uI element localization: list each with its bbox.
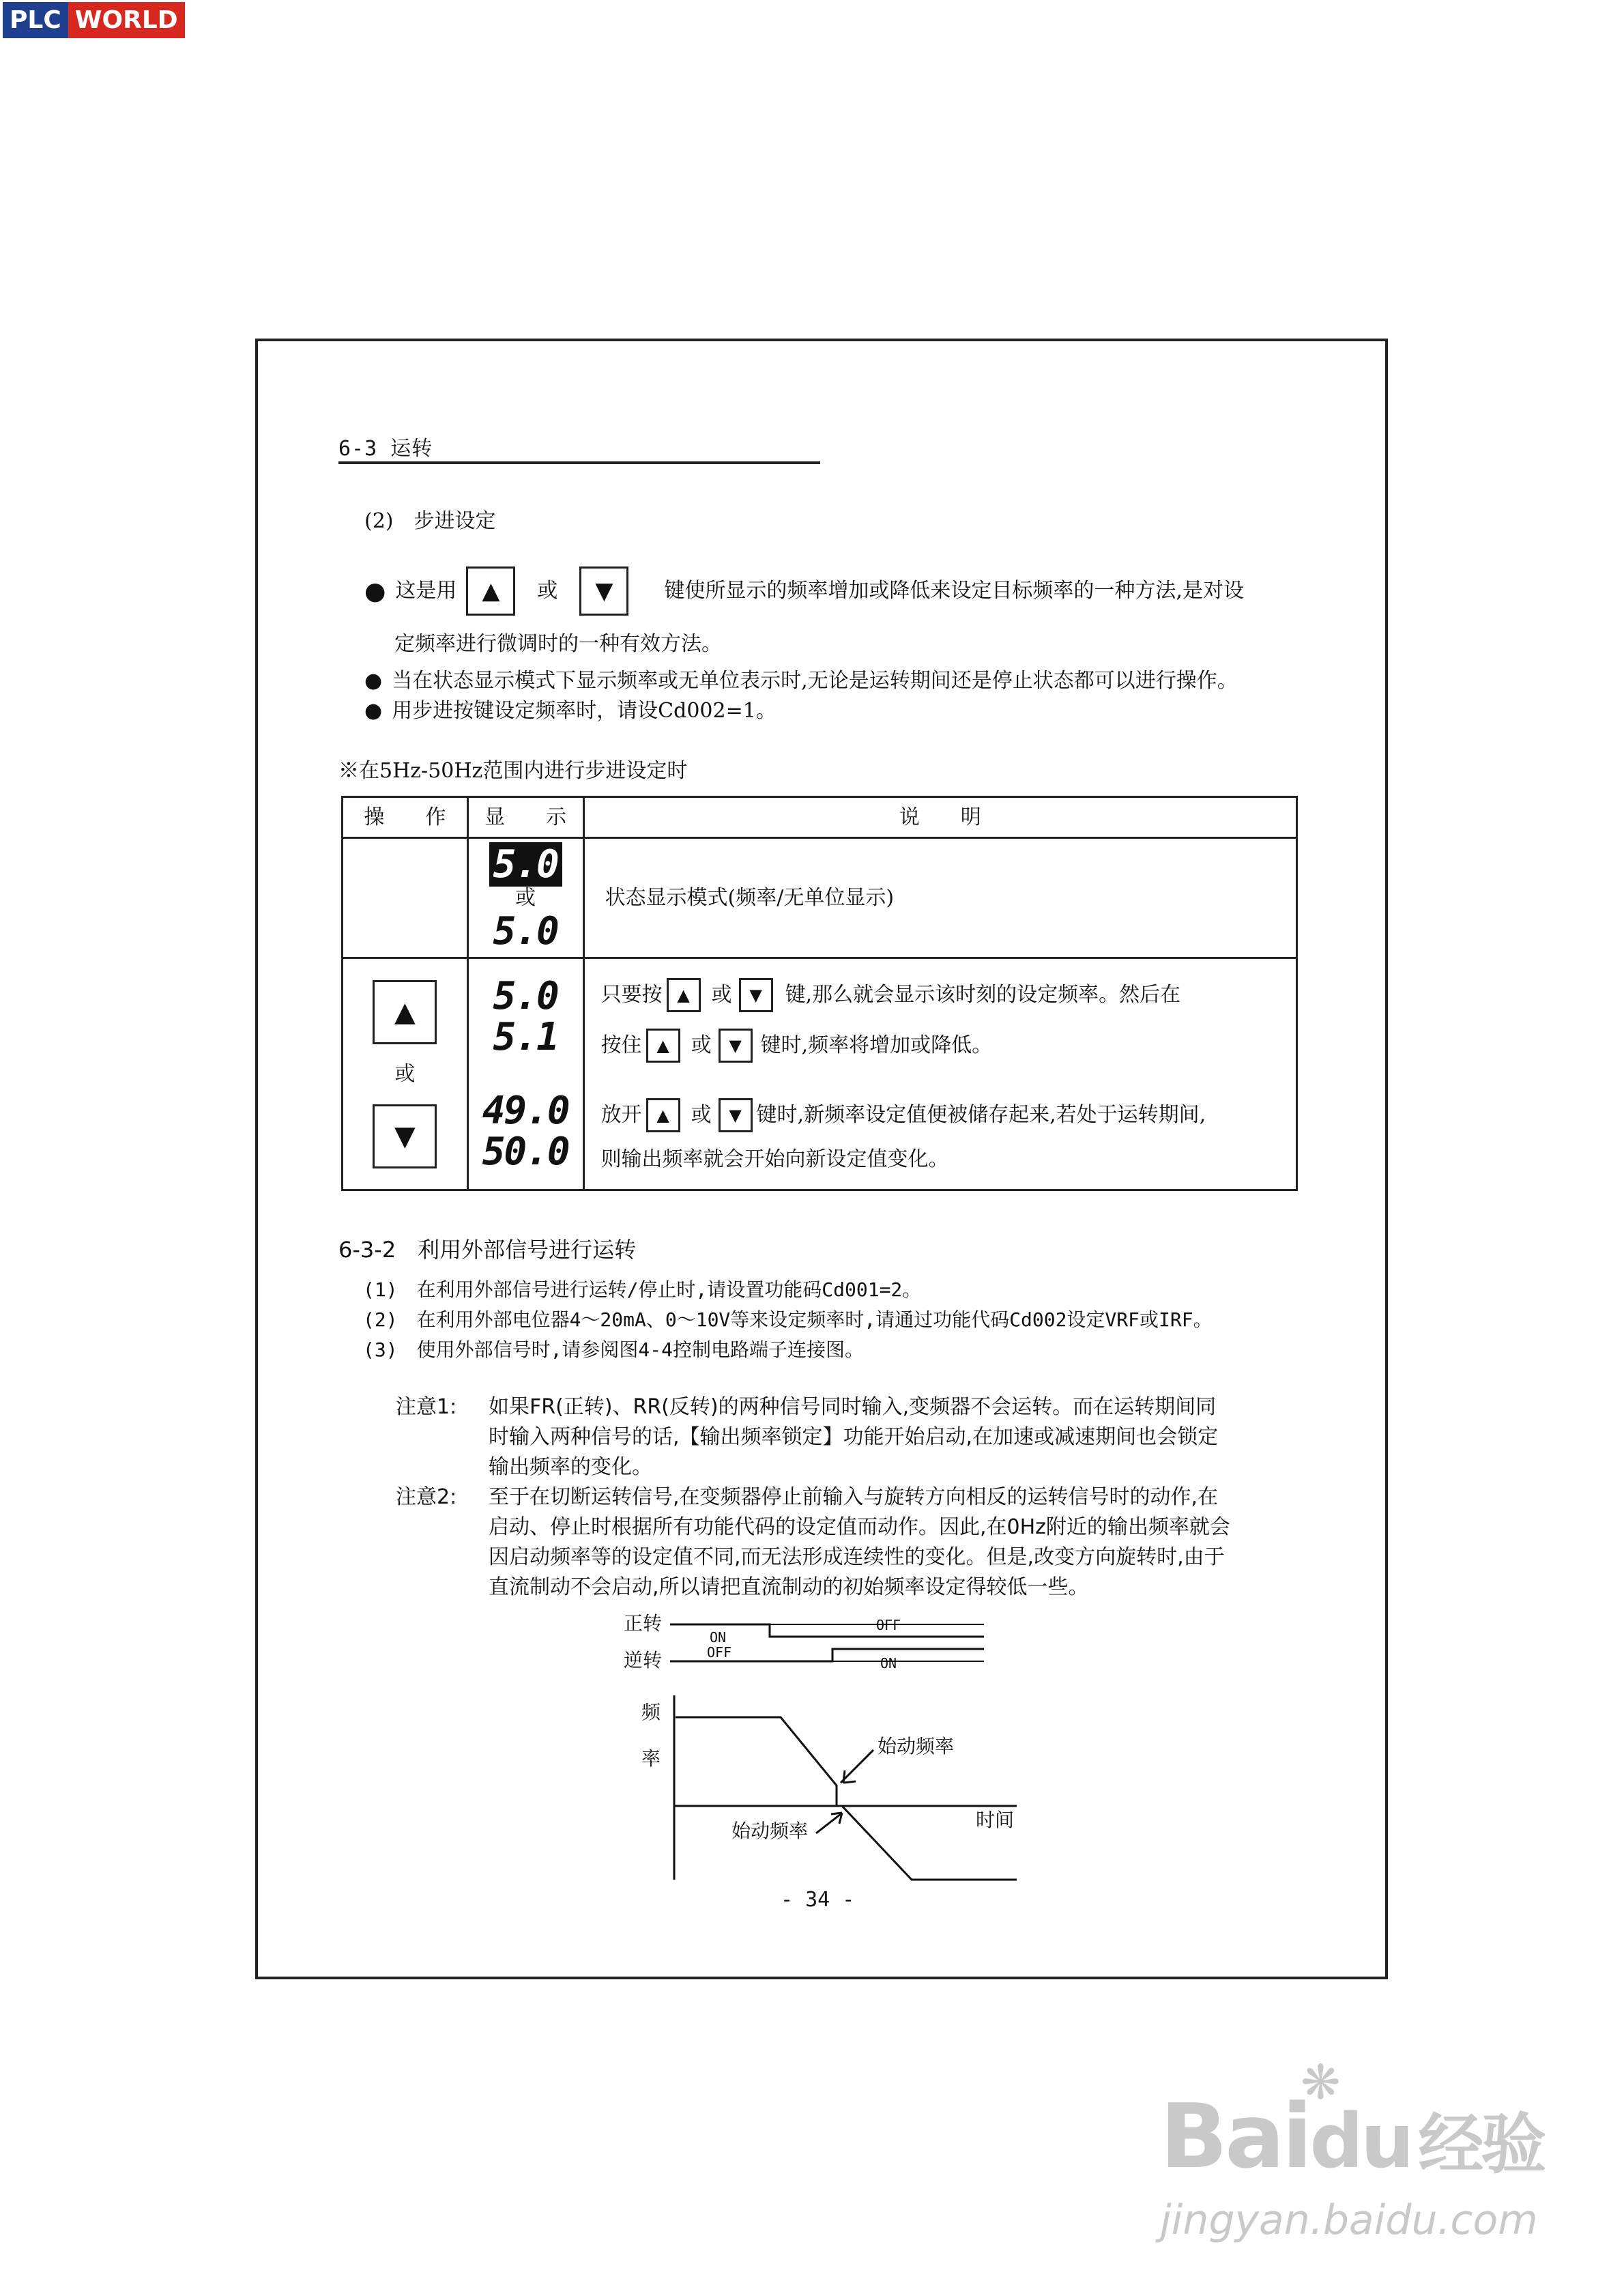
- up-arrow-icon: ▲: [677, 985, 690, 1005]
- down-key[interactable]: [719, 1098, 753, 1132]
- logo-plc: PLC: [3, 2, 68, 38]
- down-arrow-icon: ▼: [595, 577, 613, 605]
- row2-desc-line4: 则输出频率就会开始向新设定值变化。: [600, 1147, 949, 1171]
- d1-pre: 只要按: [600, 982, 663, 1007]
- off-label-2: OFF: [876, 1617, 901, 1633]
- baidu-watermark: [1160, 2084, 1544, 2192]
- bullet-2-text: 当在状态显示模式下显示频率或无单位表示时,无论是运转期间还是停止状态都可以进行操作。: [392, 669, 1238, 693]
- subsection-title: (2) 步进设定: [364, 509, 496, 533]
- list-item: (1) 在利用外部信号进行运转/停止时,请设置功能码Cd001=2。: [363, 1278, 922, 1301]
- on-label-2: ON: [880, 1655, 897, 1671]
- logo-world: WORLD: [68, 2, 185, 38]
- d1-or: 或: [711, 982, 732, 1007]
- row1-or: 或: [515, 885, 536, 910]
- row2-operation: [343, 958, 468, 1190]
- y-label-2: 率: [641, 1747, 661, 1770]
- row2-display: [467, 958, 583, 1190]
- watermark-brand2: du: [1309, 2097, 1412, 2185]
- up-arrow-icon: ▲: [656, 1105, 669, 1125]
- up-key[interactable]: [466, 566, 515, 616]
- down-key[interactable]: [739, 978, 773, 1012]
- op-down-key[interactable]: [373, 1104, 437, 1168]
- off-label-1: OFF: [707, 1644, 732, 1661]
- note-1-label: 注意1:: [396, 1395, 457, 1419]
- sec632-title: 6-3-2 利用外部信号进行运转: [338, 1237, 637, 1263]
- list-item: (3) 使用外部信号时,请参阅图4-4控制电路端子连接图。: [363, 1338, 865, 1361]
- note-line: 输出频率的变化。: [489, 1455, 652, 1479]
- note-line: 直流制动不会启动,所以请把直流制动的初始频率设定得较低一些。: [489, 1575, 1089, 1599]
- d3-post: 键时,新频率设定值便被储存起来,若处于运转期间,: [756, 1102, 1206, 1127]
- row2-desc-line3: [601, 1090, 1295, 1140]
- start-freq-bottom-arrow: [816, 1814, 841, 1833]
- start-freq-bottom: 始动频率: [731, 1820, 809, 1842]
- display-5-1: 5.1: [493, 1014, 558, 1059]
- down-arrow-icon: ▼: [729, 1105, 742, 1125]
- time-label: 时间: [976, 1809, 1015, 1831]
- note-1-text: [489, 1392, 1307, 1482]
- d3-pre: 放开: [600, 1102, 642, 1127]
- timing-diagram: [614, 1607, 1037, 1893]
- d2-or: 或: [691, 1033, 712, 1057]
- header-description: 说 明: [583, 797, 1296, 838]
- bullet-dot: ●: [364, 669, 383, 693]
- note-line: 启动、停止时根据所有功能代码的设定值而动作。因此,在0Hz附近的输出频率就会: [489, 1515, 1230, 1539]
- note-2-label: 注意2:: [396, 1485, 457, 1509]
- down-arrow-icon: ▼: [749, 985, 762, 1005]
- row1-display: [467, 838, 583, 958]
- step-table: [341, 796, 1298, 1191]
- note-2-text: [489, 1482, 1307, 1603]
- rev-label: 逆转: [624, 1649, 663, 1671]
- arrow-head-icon: [843, 1770, 856, 1783]
- paw-icon: ❋: [1301, 2054, 1341, 2110]
- fwd-label: 正转: [624, 1612, 663, 1635]
- note-line: 至于在切断运转信号,在变频器停止前输入与旋转方向相反的运转信号时的动作,在: [489, 1485, 1219, 1509]
- up-arrow-icon: ▲: [394, 996, 416, 1028]
- row1-operation: [343, 838, 468, 958]
- d2-post: 键时,频率将增加或降低。: [760, 1033, 993, 1057]
- on-label-1: ON: [710, 1629, 727, 1646]
- range-note: ※在5Hz-50Hz范围内进行步进设定时: [338, 759, 688, 783]
- up-key[interactable]: [646, 1029, 680, 1063]
- start-freq-top-arrow: [841, 1750, 873, 1783]
- display-5-0: 5.0: [493, 908, 558, 953]
- row2-description: [583, 958, 1296, 1190]
- note-line: 因启动频率等的设定值不同,而无法形成连续性的变化。但是,改变方向旋转时,由于: [489, 1545, 1225, 1569]
- d2-pre: 按住: [600, 1033, 642, 1057]
- list-item: (2) 在利用外部电位器4～20mA、0～10V等来设定频率时,请通过功能代码Cd002设定VRF或IRF。: [363, 1308, 1213, 1331]
- row2-desc-line1: [601, 970, 1295, 1020]
- header-operation: 操 作: [343, 797, 468, 838]
- op-up-key[interactable]: [373, 980, 437, 1044]
- start-freq-top: 始动频率: [878, 1735, 955, 1757]
- display-49-0: 49.0: [482, 1088, 569, 1133]
- down-arrow-icon: ▼: [729, 1035, 742, 1055]
- up-arrow-icon: ▲: [656, 1035, 669, 1055]
- bullet-3-text: 用步进按键设定频率时，请设Cd002=1。: [392, 699, 777, 723]
- watermark-cn: 经验: [1418, 2106, 1544, 2183]
- page-number: - 34 -: [781, 1888, 855, 1912]
- bullet-1-post: 键使所显示的频率增加或降低来设定目标频率的一种方法,是对设: [664, 579, 1244, 603]
- bullet-1-or: 或: [537, 579, 558, 603]
- watermark-brand: Bai: [1160, 2084, 1310, 2188]
- bullet-1-pre: 这是用: [395, 579, 457, 603]
- up-arrow-icon: ▲: [482, 577, 500, 605]
- d3-or: 或: [691, 1102, 712, 1127]
- display-50-0: 50.0: [482, 1129, 569, 1174]
- bullet-1: [364, 566, 1244, 616]
- op-or: 或: [394, 1061, 416, 1086]
- section-title: 6-3 运转: [338, 437, 433, 461]
- bullet-1-cont: 定频率进行微调时的一种有效方法。: [394, 632, 722, 656]
- up-key[interactable]: [646, 1098, 680, 1132]
- header-display: 显 示: [467, 797, 583, 838]
- plcworld-logo: [3, 3, 185, 37]
- y-label-1: 频: [641, 1701, 661, 1723]
- frequency-curve: [676, 1717, 1017, 1880]
- display-5-0-inverted: 5.0: [489, 842, 562, 887]
- row1-description: 状态显示模式(频率/无单位显示): [583, 838, 1296, 958]
- sec632-list: [363, 1275, 1213, 1365]
- up-key[interactable]: [667, 978, 701, 1012]
- section-underline: [338, 461, 820, 464]
- row2-desc-line2: [601, 1020, 1295, 1071]
- bullet-dot: ●: [364, 699, 383, 723]
- note-line: 如果FR(正转)、RR(反转)的两种信号同时输入,变频器不会运转。而在运转期间同: [489, 1395, 1217, 1419]
- bullet-3: [364, 696, 777, 726]
- bullet-2: [364, 666, 1238, 696]
- table-header-row: [343, 797, 1297, 838]
- table-row: [343, 958, 1297, 1190]
- table-row: [343, 838, 1297, 958]
- display-5-0: 5.0: [493, 973, 558, 1018]
- down-arrow-icon: ▼: [394, 1120, 416, 1152]
- watermark-url: jingyan.baidu.com: [1160, 2196, 1538, 2244]
- d1-post: 键,那么就会显示该时刻的设定频率。然后在: [785, 982, 1181, 1007]
- bullet-dot: ●: [364, 577, 386, 605]
- down-key[interactable]: [579, 566, 628, 616]
- note-line: 时输入两种信号的话,【输出频率锁定】功能开始启动,在加速或减速期间也会锁定: [489, 1425, 1219, 1449]
- down-key[interactable]: [719, 1029, 753, 1063]
